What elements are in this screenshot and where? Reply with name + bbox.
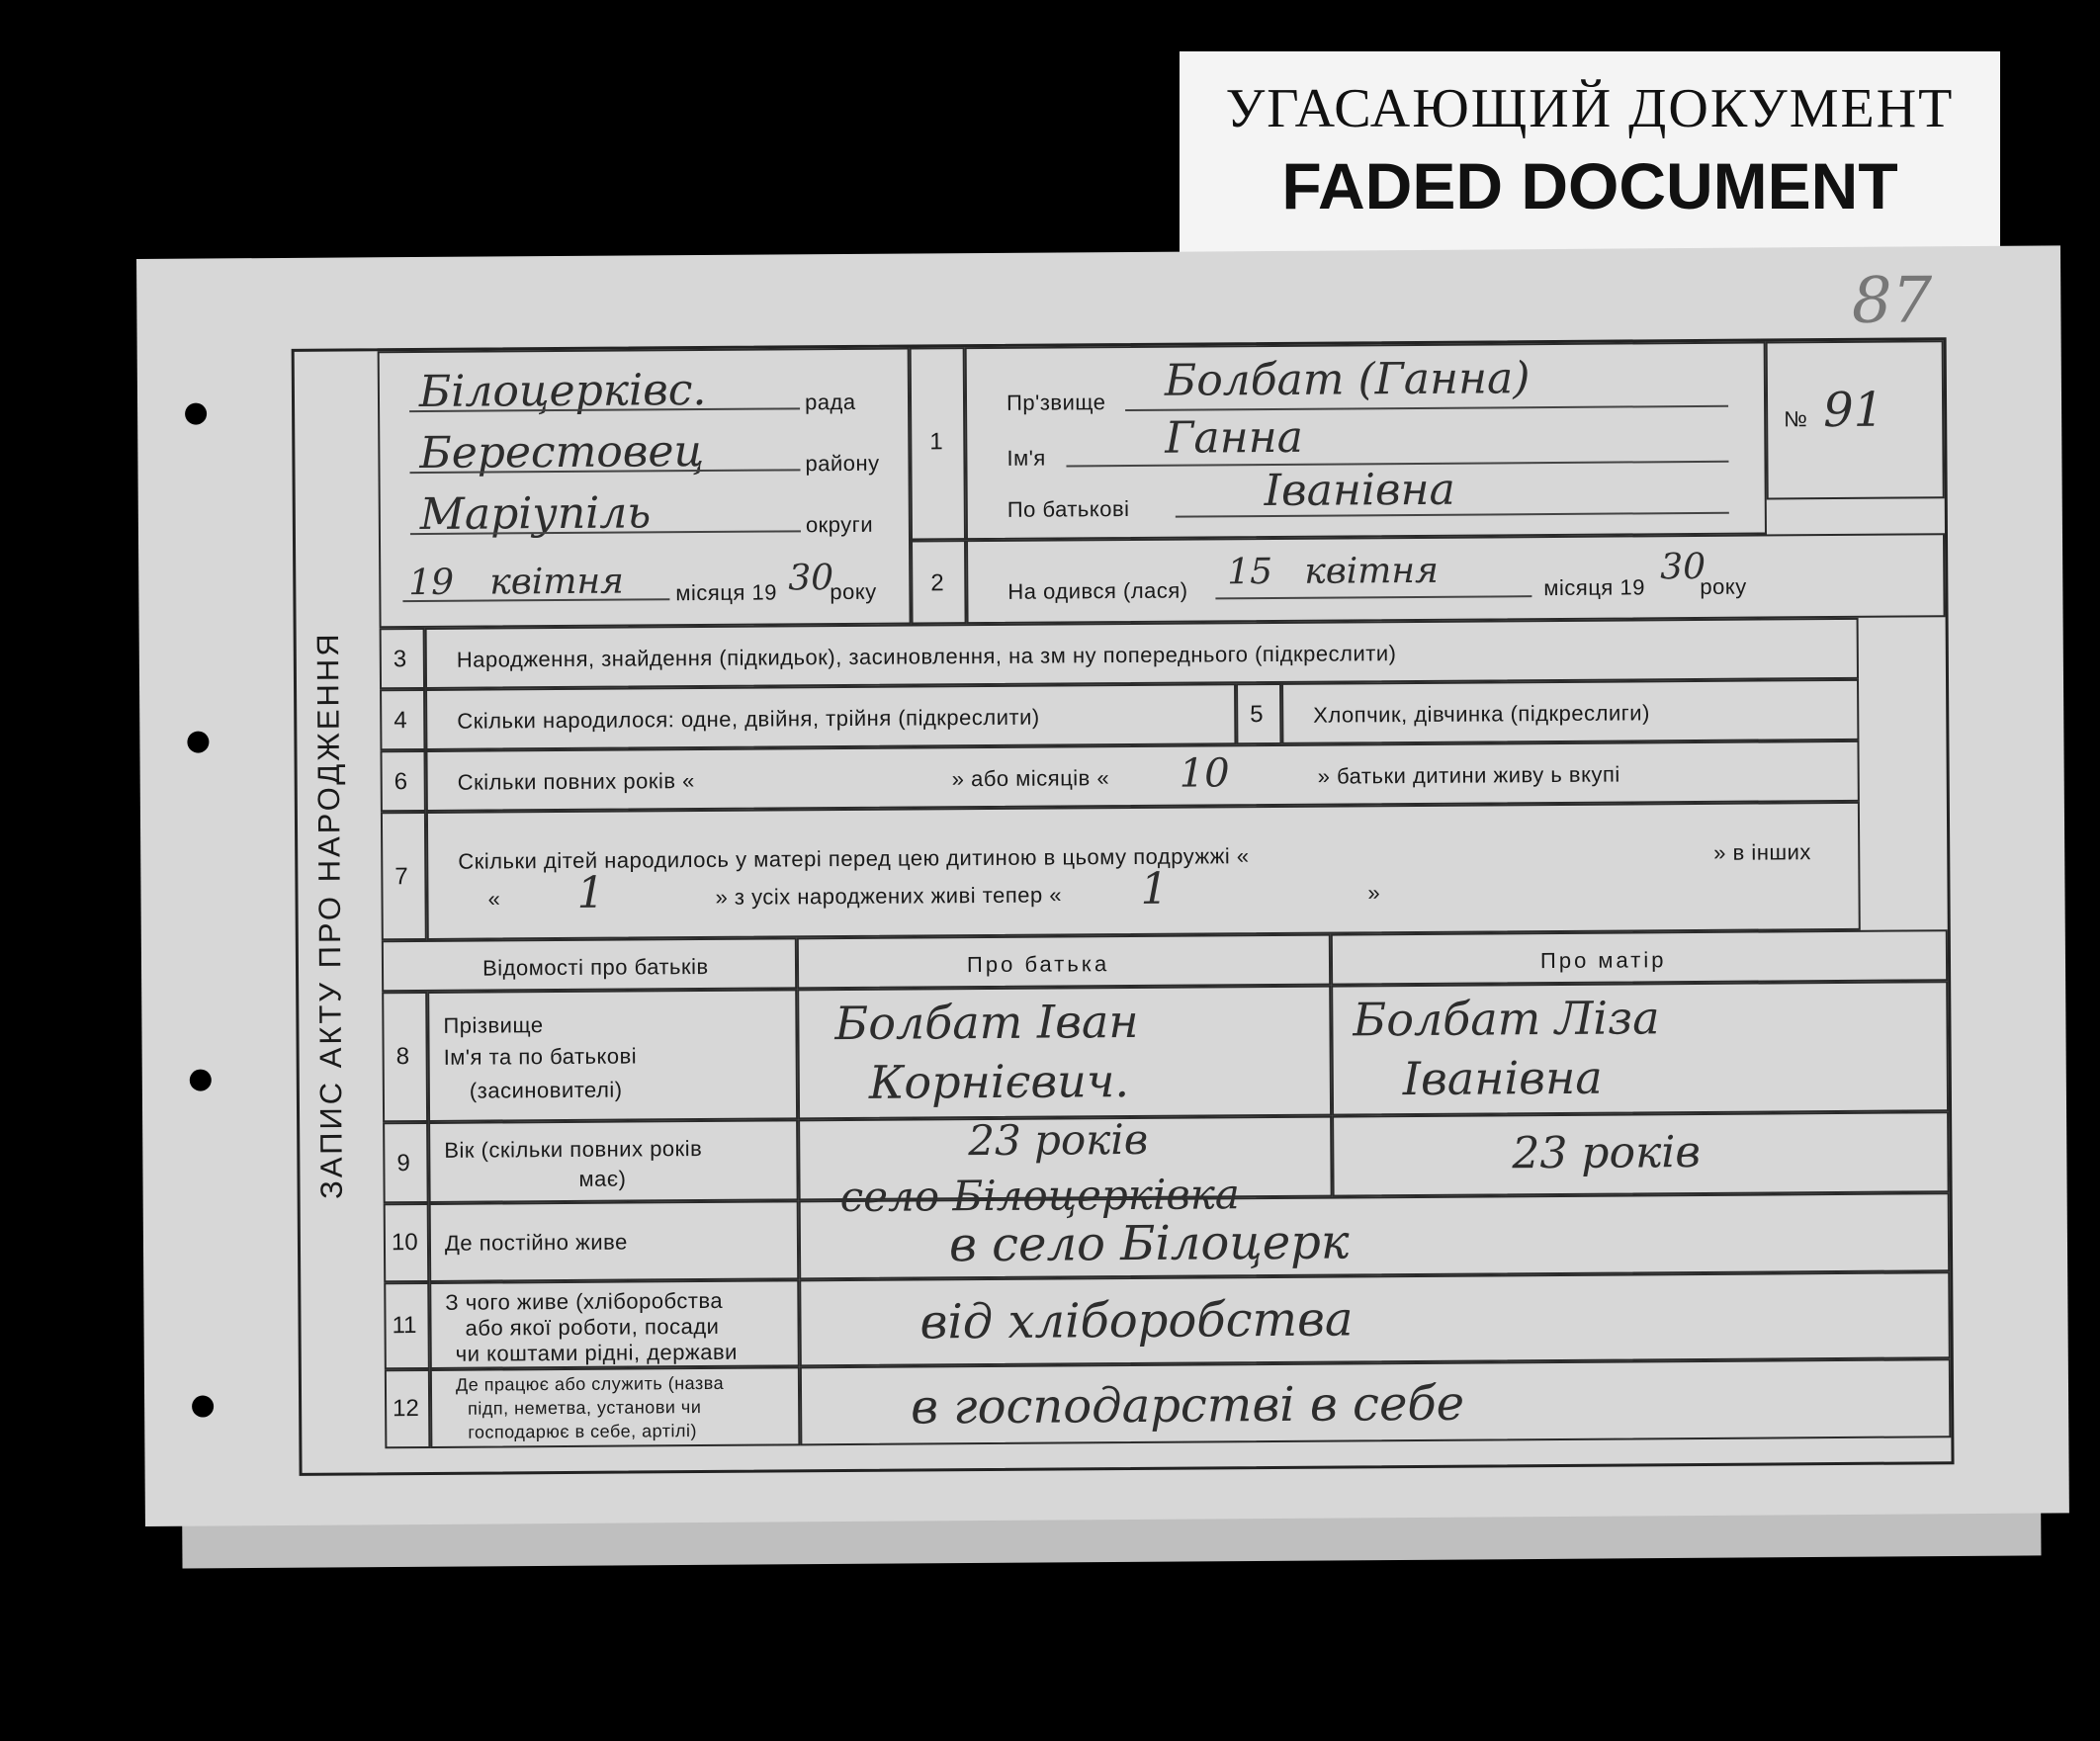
mother-name-cell	[1331, 981, 1949, 1115]
punch-hole	[185, 403, 207, 425]
record-number-box	[1766, 340, 1945, 499]
raion-label: району	[805, 450, 880, 477]
workplace-value: в господарстві в себе	[910, 1375, 1465, 1436]
living-children-value: 1	[1140, 863, 1169, 914]
residence-cell	[799, 1170, 1951, 1279]
father-surname-name: Болбат Іван	[834, 994, 1139, 1051]
residence-label-cell: Де постійно живе	[429, 1200, 800, 1282]
father-header: Про батька	[797, 934, 1331, 990]
row-number: 2	[930, 569, 944, 597]
birth-day: 15	[1227, 551, 1273, 593]
rada-value: Білоцерківс.	[418, 364, 707, 418]
cohabitation-tail-label: » батьки дитини живу ь вкупі	[1317, 761, 1620, 789]
label-russian: УГАСАЮЩИЙ ДОКУМЕНТ	[1225, 78, 1955, 139]
workplace-cell	[800, 1358, 1952, 1445]
multiplicity-text: Скільки народилося: одне, двійня, трійня (підкреслити)	[457, 704, 1040, 734]
birth-record-form	[292, 337, 1955, 1476]
multiplicity-row	[425, 683, 1236, 750]
mother-age: 23 років	[1512, 1126, 1702, 1179]
row-number: 9	[396, 1150, 410, 1177]
punch-hole	[192, 1395, 214, 1417]
patronymic-label: По батькові	[1006, 495, 1130, 522]
occupation-label-cell: З чого живе (хліборобства або якої роботи, посади чи коштами рідні, держави	[429, 1279, 800, 1369]
name-value: Ганна	[1165, 411, 1304, 464]
age-label-cell: Вік (скільки повних років має)	[428, 1119, 799, 1203]
occupation-cell	[799, 1271, 1951, 1366]
row-number: 10	[391, 1229, 418, 1257]
surname-value: Болбат (Ганна)	[1164, 353, 1531, 406]
registration-month: квітня	[489, 561, 625, 603]
living-children-label: » з усіх народжених живі тепер «	[715, 882, 1063, 910]
row-number: 1	[929, 428, 943, 456]
birth-type-text: Народження, знайдення (підкидьок), засиновлення, на зм ну попереднього (підкреслити)	[456, 641, 1397, 672]
quote-open: «	[487, 886, 501, 912]
residence-mother: в село Білоцерк	[948, 1214, 1350, 1273]
row-number: 7	[394, 863, 408, 891]
okrug-label: округи	[805, 511, 874, 538]
row-number: 4	[394, 707, 407, 735]
patronymic-value: Іванівна	[1264, 464, 1455, 517]
row-number: 6	[394, 768, 408, 796]
punch-hole	[190, 1069, 212, 1090]
surname-label: Пр'звище	[1006, 390, 1106, 415]
cohabitation-months-label: » або місяців «	[951, 765, 1110, 792]
sex-text: Хлопчик, дівчинка (підкреслиги)	[1313, 700, 1650, 728]
child-name-block	[965, 341, 1767, 540]
father-patronymic: Корнієвич.	[868, 1054, 1130, 1109]
registration-day: 19	[408, 562, 455, 604]
cohabitation-months-value: 10	[1179, 750, 1230, 797]
document-page	[136, 245, 2069, 1526]
name-label: Ім'я	[1006, 445, 1046, 471]
birth-year-label: року	[1700, 573, 1747, 599]
birth-year: 30	[1660, 546, 1706, 588]
previous-children-row	[426, 802, 1861, 940]
residence-father: село Білоцерківка	[839, 1170, 1241, 1222]
record-number-value: 91	[1822, 382, 1884, 439]
birth-date-block	[966, 533, 1946, 624]
father-name-cell	[797, 986, 1332, 1120]
previous-children-other: » в інших	[1713, 839, 1811, 865]
row-number: 12	[393, 1395, 419, 1423]
punch-hole	[187, 731, 209, 752]
birth-type-row	[425, 618, 1859, 689]
registry-header	[378, 348, 912, 629]
mother-patronymic: Іванівна	[1402, 1050, 1603, 1106]
row-number: 11	[392, 1312, 417, 1340]
row-number: 8	[395, 1043, 410, 1071]
name-label-cell: Прізвище Ім'я та по батькові (засиновителі)	[427, 989, 798, 1122]
cohabitation-row	[425, 740, 1859, 812]
folio-number: 87	[1851, 264, 1933, 338]
faded-document-label	[1180, 51, 2000, 277]
registration-year: 30	[788, 558, 834, 599]
birth-month: квітня	[1304, 550, 1440, 592]
okrug-value: Маріупіль	[419, 487, 652, 541]
workplace-label-cell: Де працює або служить (назва підп, неметва, установи чи господарює в себе, артілі)	[430, 1366, 801, 1448]
cohabitation-years-label: Скільки повних років «	[457, 768, 695, 795]
sex-row	[1281, 679, 1859, 744]
row-number: 3	[393, 646, 407, 673]
father-age: 23 років	[968, 1114, 1149, 1166]
registration-month-label: місяця 19	[675, 579, 777, 606]
label-english: FADED DOCUMENT	[1281, 149, 1898, 222]
parents-info-header: Відомості про батьків	[382, 937, 797, 992]
row-number: 5	[1250, 701, 1264, 729]
occupation-value: від хліборобства	[919, 1291, 1354, 1350]
registration-year-label: року	[830, 578, 877, 605]
previous-children-label: Скільки дітей народилось у матері перед цею дитиною в цьому подружжі «	[458, 843, 1250, 874]
form-side-title: ЗАПИС АКТУ ПРО НАРОДЖЕННЯ	[309, 631, 349, 1200]
quote-close: »	[1367, 880, 1381, 906]
birth-date-label: На одився (лася)	[1007, 577, 1188, 604]
raion-value: Берестовец	[419, 425, 705, 479]
birth-month-label: місяця 19	[1543, 574, 1645, 601]
rada-label: рада	[804, 389, 856, 415]
mother-header: Про матір	[1331, 929, 1948, 985]
mother-surname-name: Болбат Ліза	[1353, 991, 1660, 1047]
mother-age-cell	[1332, 1111, 1950, 1196]
previous-children-value: 1	[576, 867, 605, 918]
record-number-label: №	[1784, 406, 1808, 432]
